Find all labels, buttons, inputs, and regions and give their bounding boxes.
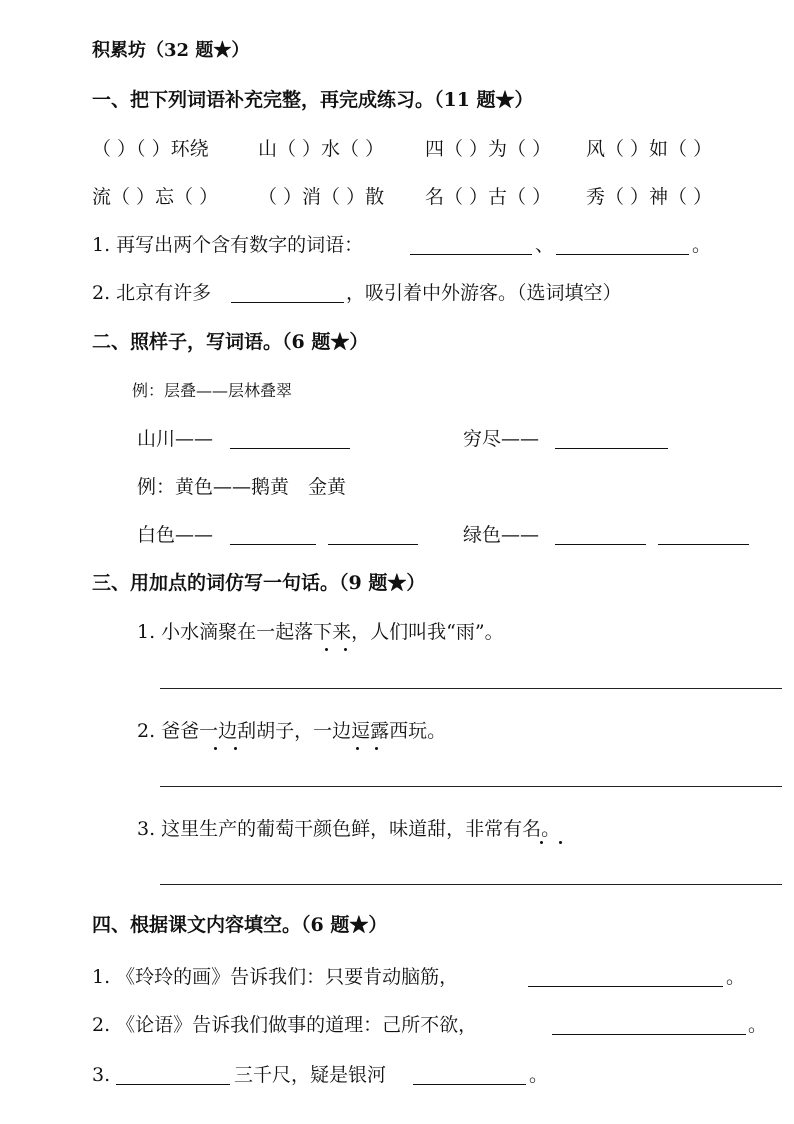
s4-q1-end: 。 [726,966,746,988]
s2-item-2-blank[interactable] [555,448,668,449]
idiom-8: 秀（ ）神（ ） [586,186,713,208]
s3-question-3: 3. 这里生产的葡萄干颜色鲜，味道甜，非常有名。 [137,818,561,840]
idiom-1: （ ）（ ）环绕 [92,138,209,160]
idiom-6: （ ）消（ ）散 [258,186,385,208]
idiom-3: 四（ ）为（ ） [425,138,552,160]
s2-item-1: 山川—— [137,428,214,450]
s4-question-3-text: 三千尺，疑是银河 [234,1064,387,1086]
s4-question-3-number: 3. [92,1064,111,1086]
s3-question-1: 1. 小水滴聚在一起落下来，人们叫我“雨”。 [137,621,504,643]
s4-q2-end: 。 [748,1014,768,1036]
s4-q2-blank[interactable] [552,1034,746,1035]
s4-q3-blank-1[interactable] [116,1084,230,1085]
s2-example-1: 例：层叠——层林叠翠 [132,381,293,400]
s4-q1-blank[interactable] [528,986,723,987]
s2-item-1-blank[interactable] [230,448,350,449]
s1-question-2-end: ，吸引着中外游客。（选词填空） [346,282,622,304]
section-4-heading: 四、根据课文内容填空。（6 题★） [92,914,388,936]
s4-q3-blank-2[interactable] [413,1084,526,1085]
idiom-5: 流（ ）忘（ ） [92,186,219,208]
s2-item-4-blank-1[interactable] [555,544,646,545]
s1-q1-blank-2[interactable] [556,254,689,255]
s1-question-1: 1. 再写出两个含有数字的词语： [92,234,364,256]
s2-item-4-blank-2[interactable] [658,544,749,545]
s4-q3-end: 。 [529,1064,549,1086]
s2-item-3-blank-1[interactable] [230,544,316,545]
emphasis-dot [540,841,543,844]
s3-answer-line-1[interactable] [160,688,782,689]
s4-question-2: 2. 《论语》告诉我们做事的道理：己所不欲， [92,1014,478,1036]
s3-answer-line-2[interactable] [160,786,782,787]
idiom-7: 名（ ）古（ ） [425,186,552,208]
s1-q2-blank[interactable] [231,302,344,303]
s1-q1-separator: 、 [535,234,555,256]
emphasis-dot [375,747,378,750]
idiom-4: 风（ ）如（ ） [586,138,713,160]
emphasis-dot [214,747,217,750]
emphasis-dot [234,747,237,750]
section-3-heading: 三、用加点的词仿写一句话。（9 题★） [92,572,426,594]
idiom-2: 山（ ）水（ ） [258,138,385,160]
emphasis-dot [559,841,562,844]
s4-question-1: 1. 《玲玲的画》告诉我们：只要肯动脑筋， [92,966,459,988]
page-title: 积累坊（32 题★） [92,40,250,61]
s3-question-2: 2. 爸爸一边刮胡子，一边逗露西玩。 [137,720,447,742]
s1-q1-end: 。 [692,234,712,256]
s2-item-3: 白色—— [137,524,214,546]
emphasis-dot [344,648,347,651]
s2-item-4: 绿色—— [463,524,540,546]
s3-answer-line-3[interactable] [160,884,782,885]
section-2-heading: 二、照样子，写词语。（6 题★） [92,331,369,353]
s1-question-2-start: 2. 北京有许多 [92,282,212,304]
emphasis-dot [325,648,328,651]
s2-item-2: 穷尽—— [463,428,540,450]
s1-q1-blank-1[interactable] [410,254,532,255]
section-1-heading: 一、把下列词语补充完整，再完成练习。（11 题★） [92,89,534,111]
s2-example-2: 例：黄色——鹅黄 金黄 [137,476,347,498]
emphasis-dot [356,747,359,750]
s2-item-3-blank-2[interactable] [328,544,418,545]
